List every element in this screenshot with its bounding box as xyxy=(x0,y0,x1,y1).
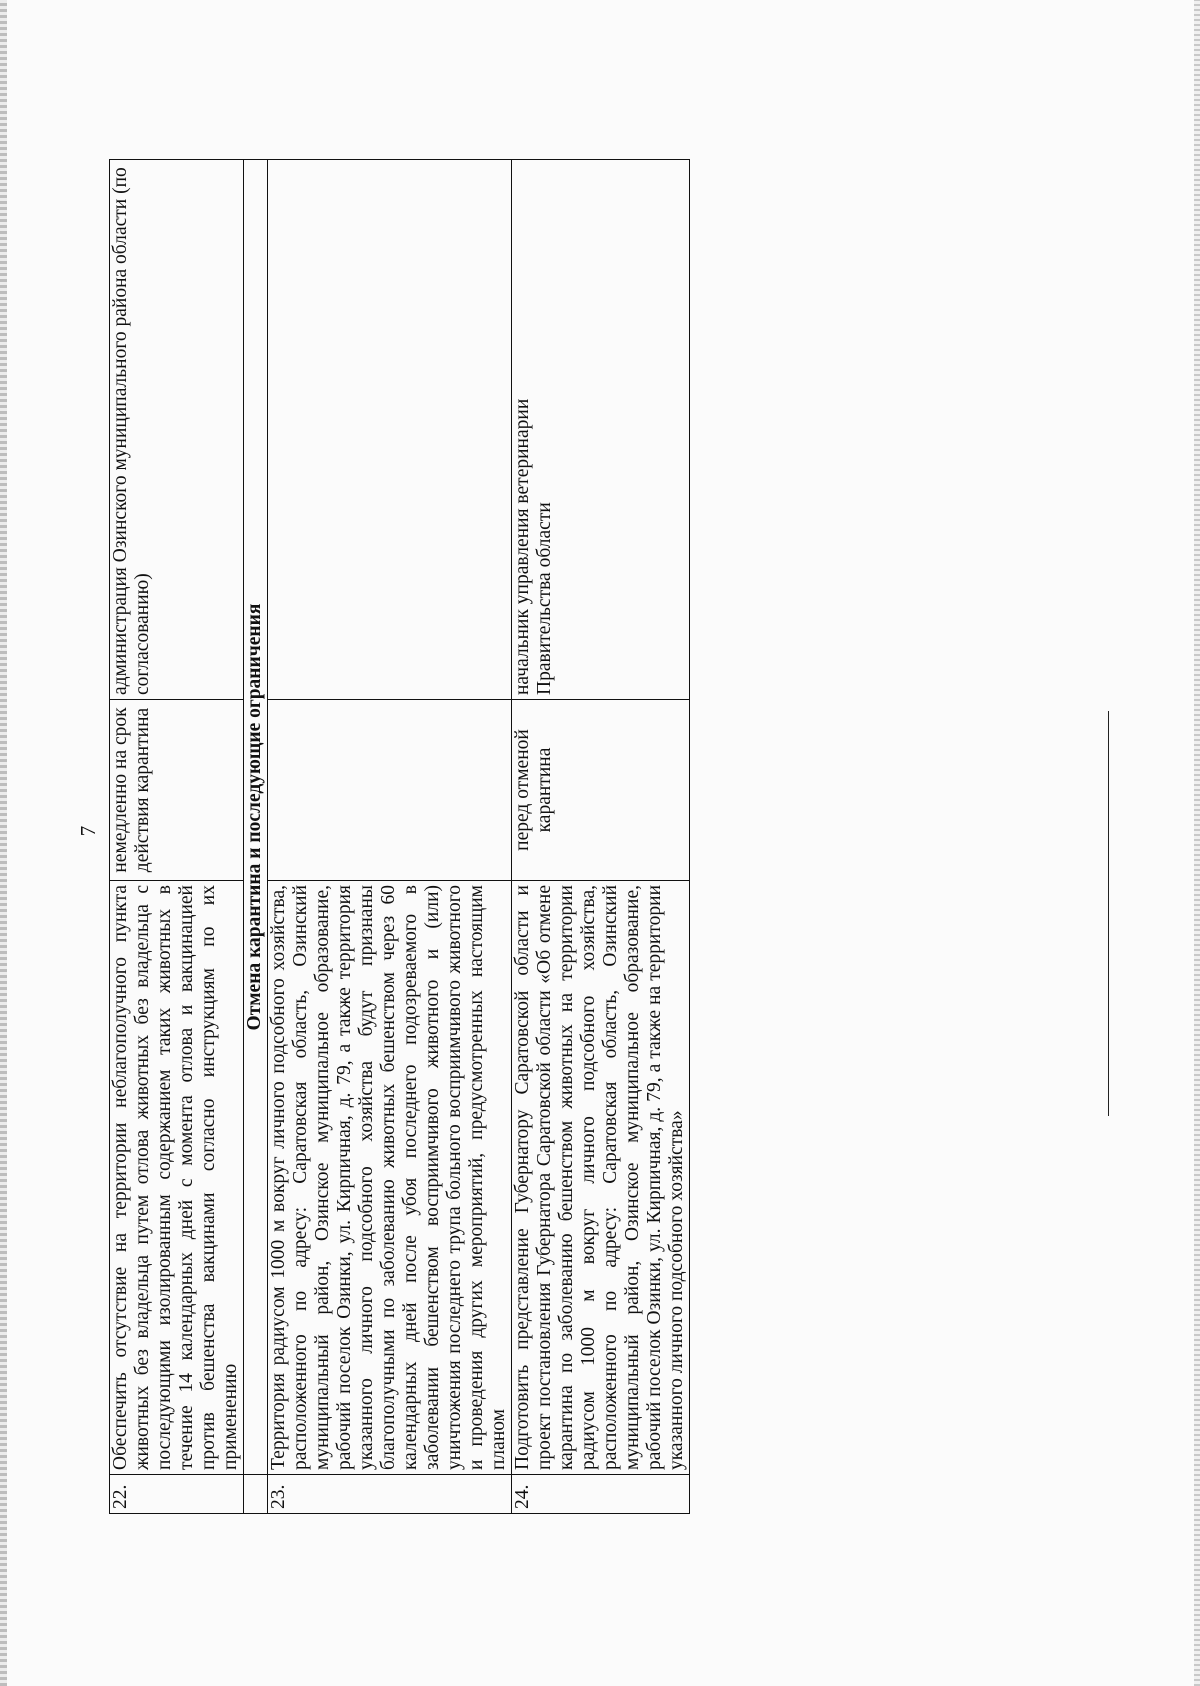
row-term xyxy=(268,700,512,881)
table-row xyxy=(268,160,512,1514)
section-header: Отмена карантина и последующие ограничения xyxy=(244,160,268,1475)
row-term: немедленно на срок действия карантина xyxy=(110,700,244,881)
row-number: 24. xyxy=(512,1475,690,1514)
row-responsible xyxy=(268,160,512,700)
table-row xyxy=(512,160,690,1514)
end-of-document-rule xyxy=(1108,711,1109,1116)
responsible-line-2: Правительства области xyxy=(534,502,555,695)
responsible-line-1: начальник управления ветеринарии xyxy=(512,398,533,695)
row-action: Подготовить представление Губернатору Саратовской области и проект постановления Губернатора Саратовской области «Об отмене карантина по заболеванию бешенством животных на территории радиусом 1000 м вокруг личного подсобного хозяйства, расположенного по адресу: Саратовская область, Озинский муниципальный район, Озинское муниципальное образование, рабочий поселок Озинки, ул. Кирпичная, д. 79, а также на территории указанного личного подсобного хозяйства» xyxy=(512,881,690,1475)
row-responsible: администрация Озинского муниципального района области (по согласованию) xyxy=(110,160,244,700)
row-action: Обеспечить отсутствие на территории неблагополучного пункта животных без владельца путем отлова животных без владельца с последующими изолированным содержанием таких животных в течение 14 календарных дней с момента отлова и вакцинацией против бешенства вакцинами согласно инструкциям по их применению xyxy=(110,881,244,1475)
row-action: Территория радиусом 1000 м вокруг личного подсобного хозяйства, расположенного по адресу: Саратовская область, Озинский муниципальный район, Озинское муниципальное образование, рабочий поселок Озинки, ул. Кирпичная, д. 79, а также территория указанного личного подсобного хозяйства будут признаны благополучными по заболеванию животных бешенством через 60 календарных дней после убоя последнего подозреваемого в заболевании бешенством восприимчивого животного и (или) уничтожения последнего трупа больного восприимчивого животного и проведения других мероприятий, предусмотренных настоящим планом xyxy=(268,881,512,1475)
page-number: 7 xyxy=(76,825,100,837)
measures-table xyxy=(109,159,690,1514)
row-number: 23. xyxy=(268,1475,512,1514)
row-term: перед отменой карантина xyxy=(512,700,690,881)
row-responsible xyxy=(512,160,690,700)
section-header-row xyxy=(244,160,268,1514)
row-number: 22. xyxy=(110,1475,244,1514)
table-row xyxy=(110,160,244,1514)
